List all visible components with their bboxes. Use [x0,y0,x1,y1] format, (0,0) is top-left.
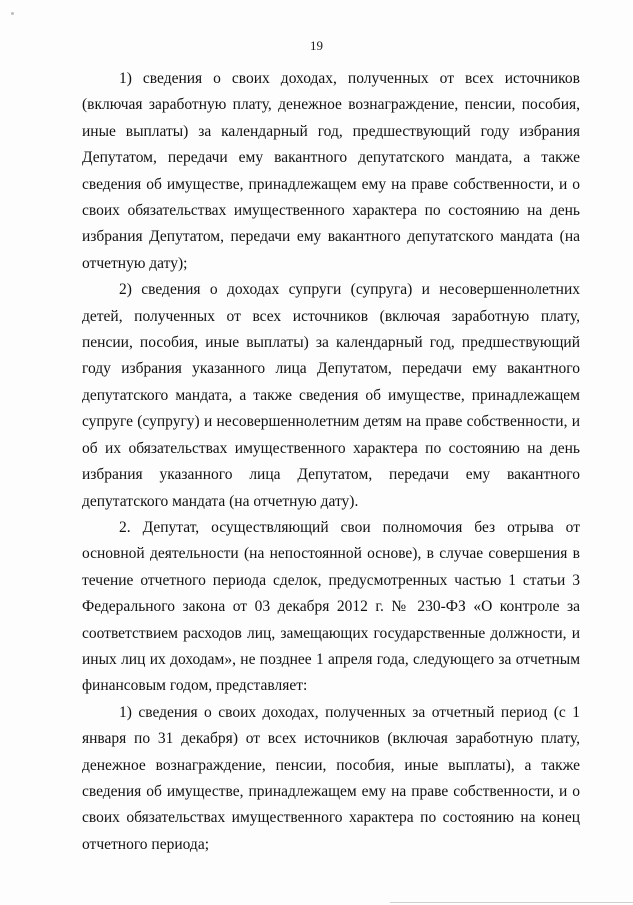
scan-edge-line [390,902,633,903]
page-number: 19 [310,38,323,53]
document-body [82,66,580,858]
paragraph-2-family-income: 2) сведения о доходах супруги (супруга) и несовершеннолетних детей, полученных от всех источников (включая заработную плату, пенсии, пособия, иные выплаты) за календарный год, предшествующий году избрания указанного лица Депутатом, передачи ему вакантного депутатского мандата, а также сведения об имуществе, принадлежащем супруге (супругу) и несовершеннолетним детям на праве собственности, и об их обязательствах имущественного характера по состоянию на день избрания указанного лица Депутатом, передачи ему вакантного депутатского мандата (на отчетную дату). [82,281,580,510]
paragraph-1-reporting-period: 1) сведения о своих доходах, полученных за отчетный период (с 1 января по 31 декабря) от всех источников (включая заработную плату, денежное вознаграждение, пенсии, пособия, иные выплаты), а также сведения об имуществе, принадлежащем ему на праве собственности, и о своих обязательствах имущественного характера по состоянию на конец отчетного периода; [82,703,580,853]
paragraph-1-own-income: 1) сведения о своих доходах, полученных от всех источников (включая заработную плату, денежное вознаграждение, пенсии, пособия, иные выплаты) за календарный год, предшествующий году избрания Депутатом, передачи ему вакантного депутатского мандата, а также сведения об имуществе, принадлежащем ему на праве собственности, и о своих обязательствах имущественного характера по состоянию на день избрания Депутатом, передачи ему вакантного депутатского мандата (на отчетную дату); [82,70,580,272]
scan-speck [11,12,14,15]
paragraph-section-2: 2. Депутат, осуществляющий свои полномочия без отрыва от основной деятельности (на непостоянной основе), в случае совершения в течение отчетного периода сделок, предусмотренных частью 1 статьи 3 Федерального закона от 03 декабря 2012 г. № 230-ФЗ «О контроле за соответствием расходов лиц, замещающих государственные должности, и иных лиц их доходам», не позднее 1 апреля года, следующего за отчетным финансовым годом, представляет: [82,518,580,695]
